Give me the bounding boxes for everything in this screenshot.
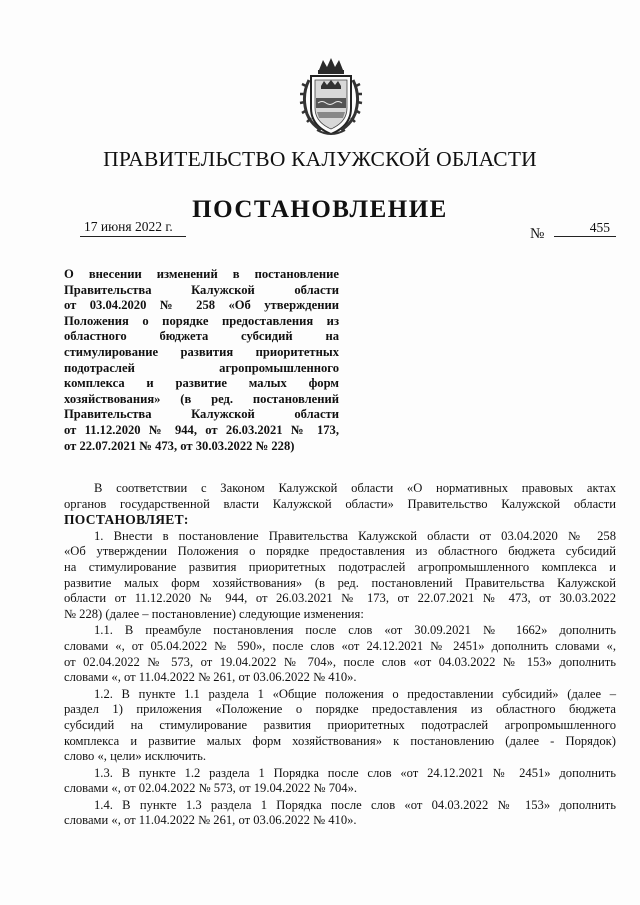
subject-line: от 11.12.2020 № 944, от 26.03.2021 № 173,	[64, 422, 339, 437]
subject-line: стимулирование развития приоритетных	[64, 344, 339, 359]
subject-line: О внесении изменений в постановление	[64, 267, 339, 281]
subject-line: подотраслей агропромышленного	[64, 360, 339, 375]
subject-line: Правительства Калужской области	[64, 407, 339, 422]
body-line: В соответствии с Законом Калужской области «О нормативных правовых актах	[94, 481, 616, 495]
body-line: раздел 1) приложения «Положение о порядке предоставления из областного бюджета	[64, 702, 616, 717]
paragraph-1	[64, 529, 616, 623]
decree-number: 455	[554, 220, 616, 237]
decree-number-label: №	[530, 226, 545, 242]
subject-line: от 03.04.2020 № 258 «Об утверждении	[64, 298, 339, 313]
body-line: «Об утверждении Положения о порядке предоставления из областного бюджета субсидий	[64, 544, 616, 559]
subject-line: хозяйствования» (в ред. постановлений	[64, 391, 339, 406]
body-line: развитие малых форм хозяйствования» (в ред. постановлений Правительства Калужской	[64, 575, 616, 590]
body-line: словами «, от 02.04.2022 № 573, от 19.04.2022 № 704».	[64, 781, 358, 796]
decree-body	[64, 481, 616, 829]
body-line: 1.3. В пункте 1.2 раздела 1 Порядка после слов «от 24.12.2021 № 2451» дополнить	[94, 765, 616, 780]
paragraph-1-4	[64, 798, 616, 829]
subject-line: от 22.07.2021 № 473, от 30.03.2022 № 228)	[64, 438, 295, 453]
body-line: словами «, от 11.04.2022 № 261, от 03.06.2022 № 410».	[64, 670, 357, 685]
body-line: № 228) (далее – постановление) следующие изменения:	[64, 606, 364, 621]
body-line: субсидий на стимулирование развития приоритетных подотраслей агропромышленного	[64, 717, 616, 732]
paragraph-1-3	[64, 766, 616, 797]
kaluga-coat-of-arms-icon	[297, 56, 365, 138]
body-line: от 02.04.2022 № 573, от 19.04.2022 № 704», после слов «от 04.03.2022 № 153» дополнить	[64, 654, 616, 669]
preamble	[64, 481, 616, 528]
body-line: 1. Внести в постановление Правительства Калужской области от 03.04.2020 № 258	[94, 528, 616, 543]
document-type: ПОСТАНОВЛЕНИЕ	[192, 196, 448, 223]
body-line: органов государственной власти Калужской области» Правительство Калужской области	[64, 496, 616, 511]
decree-subject	[64, 267, 339, 454]
paragraph-1-1	[64, 623, 616, 685]
subject-line: комплекса и развитие малых форм	[64, 376, 339, 391]
body-line: 1.1. В преамбуле постановления после слов «от 30.09.2021 № 1662» дополнить	[94, 623, 616, 638]
body-line: слово «, цели» исключить.	[64, 749, 206, 764]
body-line: 1.2. В пункте 1.1 раздела 1 «Общие положения о предоставлении субсидий» (далее –	[94, 686, 616, 701]
subject-line: Правительства Калужской области	[64, 282, 339, 297]
body-line: словами «, от 11.04.2022 № 261, от 03.06.2022 № 410».	[64, 813, 357, 828]
body-line: области от 11.12.2020 № 944, от 26.03.2021 № 173, от 22.07.2021 № 473, от 30.03.2022	[64, 591, 616, 606]
body-line: словами «, от 05.04.2022 № 590», после слов «от 24.12.2021 № 2451» дополнить словами «,	[64, 638, 616, 653]
body-line: 1.4. В пункте 1.3 раздела 1 Порядка после слов «от 04.03.2022 № 153» дополнить	[94, 797, 616, 812]
government-title: ПРАВИТЕЛЬСТВО КАЛУЖСКОЙ ОБЛАСТИ	[103, 147, 537, 171]
body-line: комплекса и развитие малых форм хозяйствования» к постановлению (далее - Порядок)	[64, 733, 616, 748]
decree-date: 17 июня 2022 г.	[80, 219, 186, 237]
paragraph-1-2	[64, 687, 616, 765]
subject-line: областного бюджета субсидий на	[64, 329, 339, 344]
decree-word: ПОСТАНОВЛЯЕТ:	[64, 512, 189, 528]
body-line: на стимулирование развития приоритетных подотраслей агропромышленного комплекса и	[64, 559, 616, 574]
subject-line: Положения о порядке предоставления из	[64, 313, 339, 328]
